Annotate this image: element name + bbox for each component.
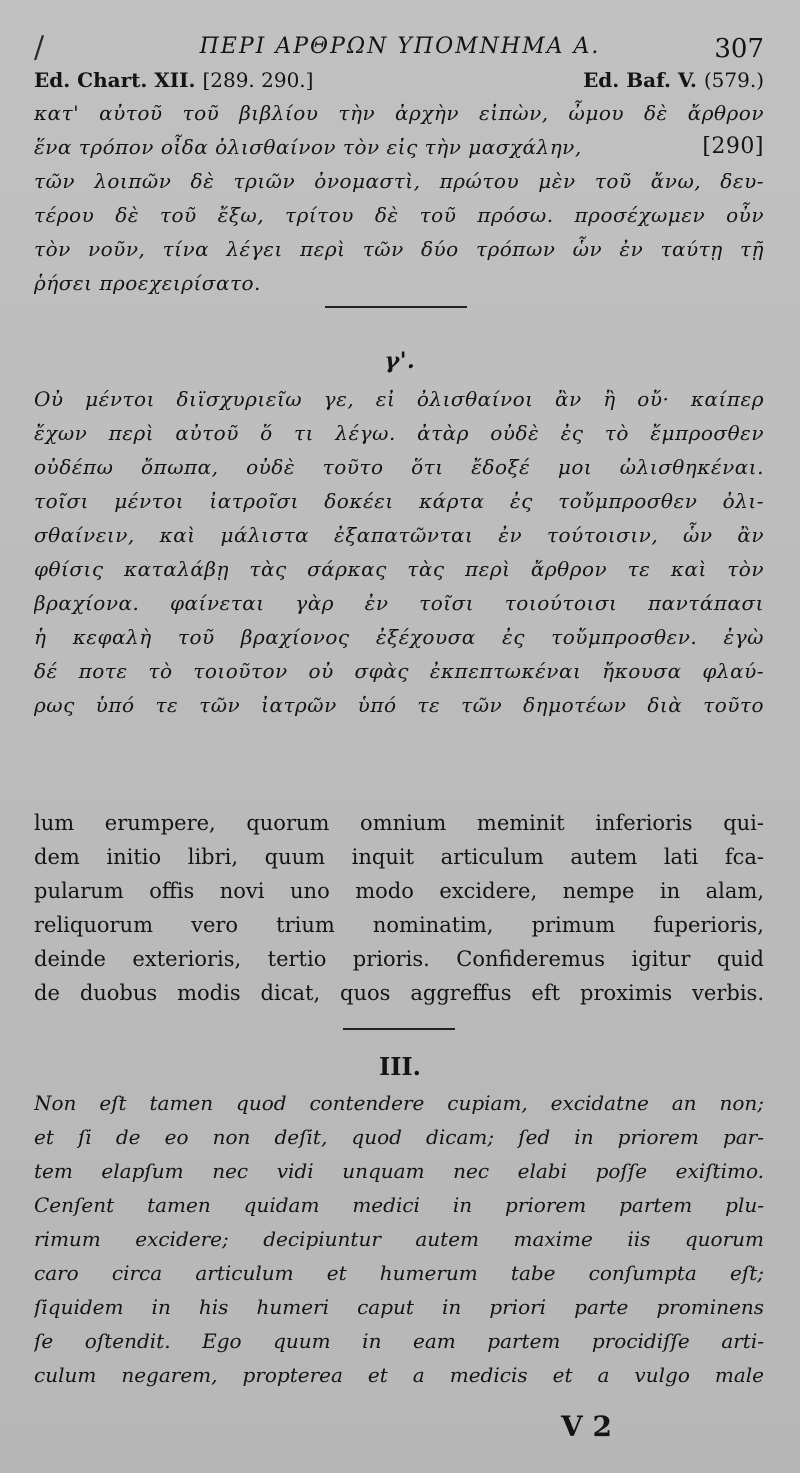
text-line: βραχίονα. φαίνεται γὰρ ἐν τοῖσι τοιούτοισι παντάπασι xyxy=(34,591,764,615)
inline-page-ref: [290] xyxy=(702,134,764,159)
edition-reference-row xyxy=(34,68,764,92)
edition-chart xyxy=(34,68,313,92)
text-line: δέ ποτε τὸ τοιοῦτον οὐ σφὰς ἐκπεπτωκέναι ἤκουσα φλαύ- xyxy=(34,659,764,683)
text-line: de duobus modis dicat, quos aggreffus eft proximis verbis. xyxy=(34,981,764,1005)
text-line: ἔχων περὶ αὐτοῦ ὅ τι λέγω. ἀτὰρ οὐδὲ ἐς τὸ ἔμπροσθεν xyxy=(34,421,764,445)
running-header-title: ΠΕΡΙ ΑΡΘΡΩΝ ΥΠΟΜΝΗΜΑ Α. xyxy=(199,34,601,59)
edition-chart-label: Ed. Chart. XII. xyxy=(34,68,196,92)
text-line: ἡ κεφαλὴ τοῦ βραχίονος ἐξέχουσα ἐς τοὔμπροσθεν. ἐγὼ xyxy=(34,625,764,649)
section-divider xyxy=(325,306,467,308)
text-line: Οὐ μέντοι διϊσχυριεῖω γε, εἰ ὀλισθαίνοι ἂν ἢ οὔ· καίπερ xyxy=(34,387,764,411)
latin-paragraph-2 xyxy=(34,1086,764,1392)
text-line: σθαίνειν, καὶ μάλιστα ἐξαπατῶνται ἐν τούτοισιν, ὧν ἂν xyxy=(34,523,764,547)
text-line: τέρου δὲ τοῦ ἔξω, τρίτου δὲ τοῦ πρόσω. προσέχωμεν οὖν xyxy=(34,203,764,227)
edition-basel xyxy=(583,68,764,92)
text-line: κατ' αὐτοῦ τοῦ βιβλίου τὴν ἀρχὴν εἰπὼν, ὦμου δὲ ἄρθρον xyxy=(34,101,764,125)
text-line: lum erumpere, quorum omnium meminit inferioris qui- xyxy=(34,811,764,835)
greek-paragraph-2 xyxy=(34,382,764,722)
section-number-latin: III. xyxy=(378,1052,422,1081)
text-line: pularum offis novi uno modo excidere, nempe in alam, xyxy=(34,879,764,903)
text-line: caro circa articulum et humerum tabe conſumpta eſt; xyxy=(34,1261,764,1285)
text-line: et ſi de eo non deſit, quod dicam; ſed in priorem par- xyxy=(34,1125,764,1149)
text-line: Cenſent tamen quidam medici in priorem partem plu- xyxy=(34,1193,764,1217)
text-line: culum negarem, propterea et a medicis et a vulgo male xyxy=(34,1363,764,1387)
edition-basel-label: Ed. Baf. V. xyxy=(583,68,697,92)
text-line: [290] ἕνα τρόπον οἶδα ὀλισθαίνον τὸν εἰς τὴν μασχάλην, xyxy=(34,130,764,164)
text-line: dem initio libri, quum inquit articulum autem lati fca- xyxy=(34,845,764,869)
greek-paragraph-1 xyxy=(34,96,764,300)
section-number-greek: γ'. xyxy=(384,348,416,374)
edition-chart-pages: [289. 290.] xyxy=(202,68,314,92)
text-line: tem elapſum nec vidi unquam nec elabi poſſe exiſtimo. xyxy=(34,1159,764,1183)
text-line: τὸν νοῦν, τίνα λέγει περὶ τῶν δύο τρόπων ὧν ἐν ταύτῃ τῇ xyxy=(34,237,764,261)
text-line: rimum excidere; decipiuntur autem maxime iis quorum xyxy=(34,1227,764,1251)
text-line: Non eſt tamen quod contendere cupiam, excidatne an non; xyxy=(34,1091,764,1115)
text-line: τοῖσι μέντοι ἰατροῖσι δοκέει κάρτα ἐς τοὔμπροσθεν ὀλι- xyxy=(34,489,764,513)
text-line: deinde exterioris, tertio prioris. Confideremus igitur quid xyxy=(34,947,764,971)
section-divider xyxy=(343,1028,455,1030)
page-number: 307 xyxy=(714,34,764,64)
text-line: ſiquidem in his humeri caput in priori parte prominens xyxy=(34,1295,764,1319)
text-line: οὐδέπω ὄπωπα, οὐδὲ τοῦτο ὅτι ἔδοξέ μοι ὠλισθηκέναι. xyxy=(34,455,764,479)
text-line: reliquorum vero trium nominatim, primum fuperioris, xyxy=(34,913,764,937)
text-line: τῶν λοιπῶν δὲ τριῶν ὀνομαστὶ, πρώτου μὲν τοῦ ἄνω, δευ- xyxy=(34,169,764,193)
printer-signature: V 2 xyxy=(561,1410,612,1443)
margin-mark: / xyxy=(34,30,45,65)
text-line: φθίσις καταλάβῃ τὰς σάρκας τὰς περὶ ἄρθρον τε καὶ τὸν xyxy=(34,557,764,581)
text-line: ῥήσει προεχειρίσατο. xyxy=(34,271,261,295)
text-line: ſe oſtendit. Ego quum in eam partem procidiſſe arti- xyxy=(34,1329,764,1353)
text-line: ρως ὑπό τε τῶν ἰατρῶν ὑπό τε τῶν δημοτέων διὰ τοῦτο xyxy=(34,693,764,717)
latin-paragraph-1 xyxy=(34,806,764,1010)
edition-basel-pages: (579.) xyxy=(703,68,764,92)
